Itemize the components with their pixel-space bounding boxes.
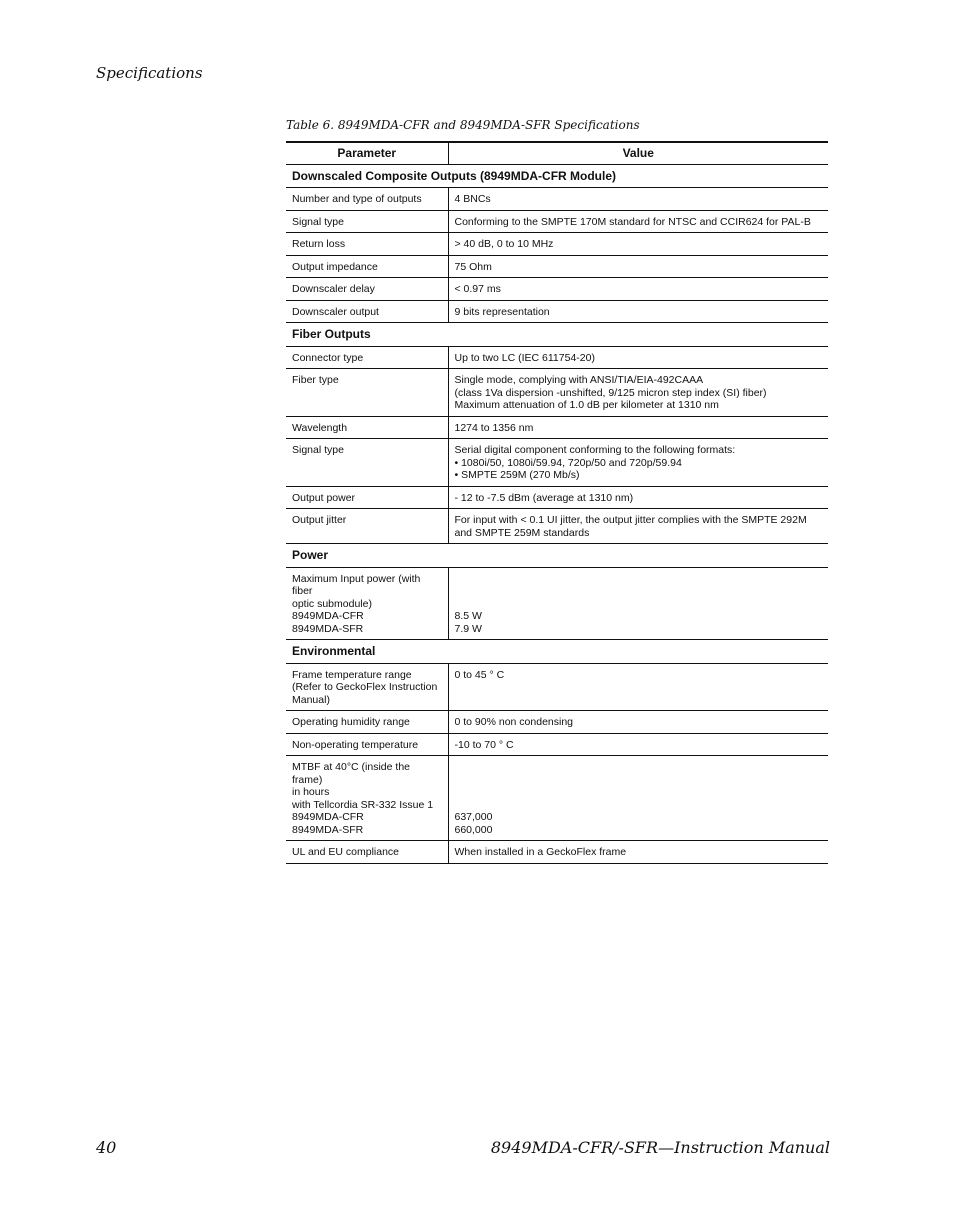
parameter-text: Downscaler output [292, 305, 379, 318]
parameter-text: Operating humidity range [292, 716, 410, 728]
parameter-text: UL and EU compliance [292, 846, 399, 858]
parameter-text: Return loss [292, 238, 346, 250]
value-text: 9 bits representation [454, 305, 550, 318]
value-text: 1274 to 1356 nm [454, 421, 534, 434]
table-row [286, 756, 828, 841]
value-text: 7.9 W [454, 622, 482, 635]
value-cell [448, 486, 828, 509]
parameter-text: Signal type [292, 215, 344, 228]
value-text: Conforming to the SMPTE 170M standard for NTSC and CCIR624 for PAL-B [454, 215, 811, 228]
parameter-cell [286, 711, 448, 734]
parameter-cell [286, 210, 448, 233]
table-row [286, 369, 828, 417]
parameter-text: Frame temperature range [292, 668, 412, 681]
parameter-text: in hours [292, 786, 330, 798]
table-row [286, 255, 828, 278]
value-text: Maximum attenuation of 1.0 dB per kilometer at 1310 nm [454, 399, 719, 411]
section-title: Fiber Outputs [286, 323, 828, 347]
table-header-row [286, 142, 828, 164]
running-header: Specifications [96, 64, 203, 82]
section-row [286, 640, 828, 664]
parameter-text: Output impedance [292, 260, 378, 273]
value-text: Single mode, complying with ANSI/TIA/EIA-492CAAA [454, 374, 704, 386]
value-cell [448, 188, 828, 211]
parameter-text: (Refer to GeckoFlex Instruction [292, 681, 438, 693]
parameter-text: 8949MDA-CFR [292, 811, 364, 823]
value-text: -10 to 70 ° C [454, 738, 514, 751]
parameter-cell [286, 663, 448, 711]
section-row [286, 164, 828, 188]
table-row [286, 439, 828, 487]
value-cell [448, 233, 828, 256]
parameter-cell [286, 300, 448, 323]
value-cell [448, 439, 828, 487]
parameter-cell [286, 255, 448, 278]
section-title: Environmental [286, 640, 828, 664]
section-title: Power [286, 544, 828, 568]
table-row [286, 210, 828, 233]
value-text: 75 Ohm [454, 260, 492, 273]
parameter-text: Number and type of outputs [292, 193, 422, 205]
section-title: Downscaled Composite Outputs (8949MDA-CFR Module) [286, 164, 828, 188]
value-text: • 1080i/50, 1080i/59.94, 720p/50 and 720p/59.94 [454, 456, 682, 469]
parameter-cell [286, 567, 448, 640]
parameter-text: Fiber type [292, 374, 339, 386]
parameter-cell [286, 233, 448, 256]
parameter-cell [286, 416, 448, 439]
table-row [286, 278, 828, 301]
parameter-cell [286, 346, 448, 369]
table-row [286, 300, 828, 323]
value-text: Up to two LC (IEC 611754-20) [454, 351, 595, 364]
parameter-cell [286, 486, 448, 509]
value-cell [448, 210, 828, 233]
parameter-cell [286, 369, 448, 417]
parameter-text: Output power [292, 491, 356, 504]
value-text: 0 to 90% non condensing [454, 716, 574, 728]
parameter-text: Manual) [292, 693, 330, 706]
parameter-text: 8949MDA-CFR [292, 610, 364, 622]
column-header-parameter: Parameter [286, 142, 448, 164]
parameter-cell [286, 188, 448, 211]
parameter-text: with Tellcordia SR-332 Issue 1 [292, 798, 434, 811]
value-text: and SMPTE 259M standards [454, 526, 590, 539]
value-text: For input with < 0.1 UI jitter, the output jitter complies with the SMPTE 292M [454, 514, 807, 526]
value-cell [448, 416, 828, 439]
parameter-text: Downscaler delay [292, 283, 375, 295]
parameter-text: Output jitter [292, 514, 347, 526]
section-row [286, 323, 828, 347]
parameter-text: Non-operating temperature [292, 738, 419, 751]
value-text: - 12 to -7.5 dBm (average at 1310 nm) [454, 491, 634, 504]
value-cell [448, 733, 828, 756]
value-cell [448, 255, 828, 278]
value-cell [448, 663, 828, 711]
table-row [286, 509, 828, 544]
value-cell [448, 369, 828, 417]
value-cell [448, 509, 828, 544]
parameter-text: Connector type [292, 351, 364, 364]
value-text: 660,000 [454, 823, 493, 836]
section-row [286, 544, 828, 568]
value-text: When installed in a GeckoFlex frame [454, 846, 627, 858]
value-cell [448, 841, 828, 864]
table-row [286, 567, 828, 640]
parameter-text: MTBF at 40°C (inside the frame) [292, 761, 410, 786]
table-caption: Table 6. 8949MDA-CFR and 8949MDA-SFR Specifications [286, 118, 640, 132]
value-cell [448, 278, 828, 301]
parameter-text: optic submodule) [292, 597, 372, 610]
parameter-cell [286, 439, 448, 487]
parameter-text: Wavelength [292, 421, 348, 434]
table-row [286, 188, 828, 211]
value-text: 8.5 W [454, 610, 482, 622]
value-text: > 40 dB, 0 to 10 MHz [454, 238, 554, 250]
manual-title: 8949MDA-CFR/-SFR—Instruction Manual [490, 1138, 830, 1157]
parameter-cell [286, 756, 448, 841]
parameter-text: Maximum Input power (with fiber [292, 572, 421, 597]
value-cell [448, 346, 828, 369]
parameter-cell [286, 509, 448, 544]
value-text: • SMPTE 259M (270 Mb/s) [454, 469, 580, 481]
parameter-cell [286, 841, 448, 864]
table-row [286, 486, 828, 509]
parameter-cell [286, 278, 448, 301]
value-cell [448, 756, 828, 841]
parameter-text: 8949MDA-SFR [292, 622, 364, 635]
page-number: 40 [96, 1138, 117, 1157]
value-text: (class 1Va dispersion -unshifted, 9/125 micron step index (SI) fiber) [454, 386, 767, 399]
value-cell [448, 711, 828, 734]
table-body [286, 164, 828, 863]
value-text: < 0.97 ms [454, 283, 501, 295]
value-text: 0 to 45 ° C [454, 668, 505, 681]
specifications-table [286, 141, 828, 864]
value-text: Serial digital component conforming to the following formats: [454, 444, 736, 456]
parameter-text: Signal type [292, 444, 344, 456]
value-cell [448, 300, 828, 323]
value-cell [448, 567, 828, 640]
table-row [286, 233, 828, 256]
parameter-cell [286, 733, 448, 756]
value-text: 637,000 [454, 811, 493, 823]
value-text: 4 BNCs [454, 193, 491, 205]
table-row [286, 416, 828, 439]
table-row [286, 346, 828, 369]
table-row [286, 733, 828, 756]
table-row [286, 711, 828, 734]
parameter-text: 8949MDA-SFR [292, 823, 364, 836]
table-row [286, 663, 828, 711]
table-row [286, 841, 828, 864]
column-header-value: Value [448, 142, 828, 164]
